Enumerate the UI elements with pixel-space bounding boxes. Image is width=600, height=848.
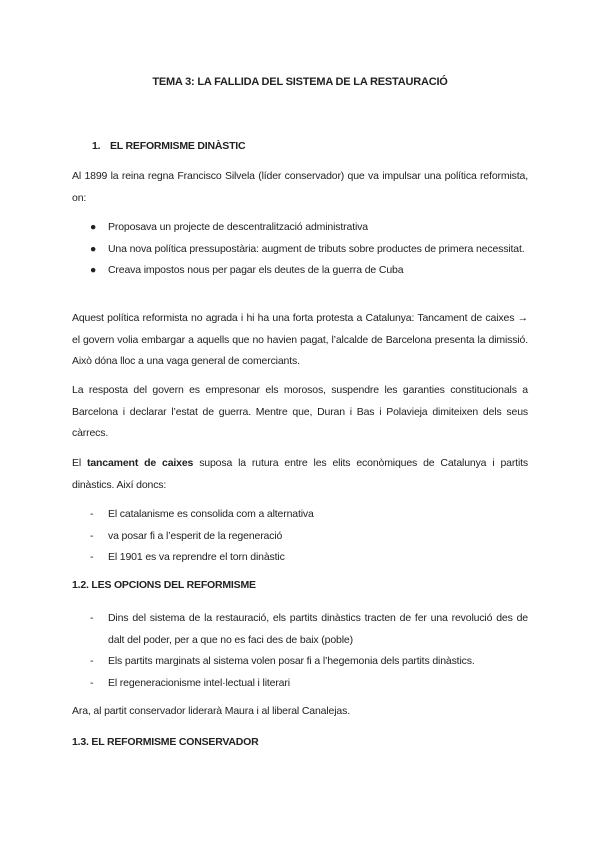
dash-marker: - [90, 551, 94, 564]
document-title: TEMA 3: LA FALLIDA DEL SISTEMA DE LA RESTAURACIÓ [152, 76, 448, 88]
section-1-2-heading: 1.2. LES OPCIONS DEL REFORMISME [72, 579, 256, 591]
list-item: - va posar fi a l’esperit de la regeneració [72, 526, 528, 548]
reformism-options-list [72, 608, 528, 694]
dash-marker: - [90, 529, 94, 542]
reform-bullet-list [72, 217, 528, 282]
list-item: - Els partits marginats al sistema volen posar fi a l’hegemonia dels partits dinàstics. [72, 651, 528, 673]
dash-marker: - [90, 676, 94, 689]
list-item: - El catalanisme es consolida com a alternativa [72, 504, 528, 526]
bullet-marker: ● [90, 264, 97, 277]
paragraph-protest: Aquest política reformista no agrada i hi ha una forta protesta a Catalunya: Tancament de caixes → el govern volia embargar a aquells que no havien pagat, l’alcalde de Barcelona presenta la dimissió. Això dóna lloc a una vaga general de comerciants. [72, 312, 528, 368]
section-1-number: 1. [92, 140, 101, 152]
bullet-marker: ● [90, 221, 97, 233]
emphasis-tancament: tancament de caixes [87, 457, 194, 469]
dash-marker: - [90, 508, 94, 520]
list-item: - Dins del sistema de la restauració, els partits dinàstics tracten de fer una revolució des de dalt del poder, per a que no es faci des de baix (poble) [72, 608, 528, 651]
paragraph-government-response: La resposta del govern es empresonar els morosos, suspendre les garanties constitucionals a Barcelona i declarar l’estat de guerra. Mentre que, Duran i Bas i Polavieja dimiteixen dels seus càrrecs. [72, 384, 528, 440]
consequences-dash-list [72, 504, 528, 569]
bullet-marker: ● [90, 242, 97, 255]
list-item: - El 1901 es va reprendre el torn dinàstic [72, 547, 528, 569]
list-item: ● Creava impostos nous per pagar els deutes de la guerra de Cuba [72, 260, 528, 282]
section-1-intro: Al 1899 la reina regna Francisco Silvela (líder conservador) que va impulsar una política reformista, on: [72, 170, 528, 204]
section-1-3-heading: 1.3. EL REFORMISME CONSERVADOR [72, 736, 259, 748]
paragraph-leaders: Ara, al partit conservador liderarà Maura i al liberal Canalejas. [72, 705, 350, 717]
dash-marker: - [90, 655, 94, 668]
section-1-title: EL REFORMISME DINÀSTIC [110, 140, 246, 152]
list-item: - El regeneracionisme intel·lectual i literari [72, 673, 528, 695]
paragraph-tancament: El tancament de caixes suposa la rutura entre les elits econòmiques de Catalunya i partits dinàstics. Així doncs: [72, 457, 528, 491]
list-item: ● Una nova política pressupostària: augment de tributs sobre productes de primera necessitat. [72, 239, 528, 261]
list-item: ● Proposava un projecte de descentralització administrativa [72, 217, 528, 239]
dash-marker: - [90, 612, 94, 624]
section-1-heading [72, 140, 245, 152]
